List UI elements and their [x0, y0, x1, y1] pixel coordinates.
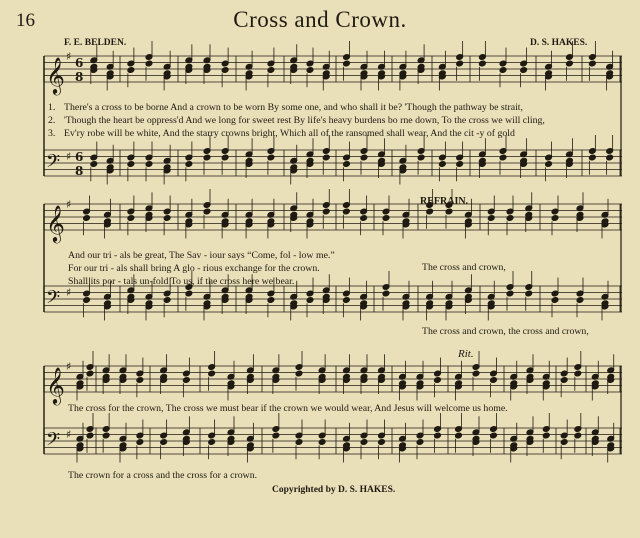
note-head	[560, 439, 568, 446]
verse-number: 3.	[48, 128, 56, 139]
system3-bass-words: The crown for a cross and the cross for a crown.	[68, 470, 258, 481]
note-head	[208, 439, 216, 446]
note-head	[566, 60, 574, 67]
note-head	[525, 290, 533, 297]
note-head	[272, 432, 280, 439]
note-head	[520, 67, 528, 74]
note-head	[360, 215, 368, 222]
note-head	[163, 297, 171, 304]
note-head	[86, 432, 94, 439]
sharp-icon: ♯	[66, 428, 72, 441]
note-head	[382, 215, 390, 222]
note-head	[382, 290, 390, 297]
sharp-icon: ♯	[66, 50, 72, 63]
sharp-icon: ♯	[66, 198, 72, 211]
note-head	[343, 297, 351, 304]
note-head	[551, 297, 559, 304]
note-head	[83, 297, 91, 304]
verse-text: 'Though the heart be oppress'd And we long for sweet rest By life's heavy burdens bo rne down, To the cross we will cling,	[64, 115, 545, 126]
refrain-label: REFRAIN.	[420, 196, 469, 207]
note-head	[426, 208, 434, 215]
time-signature-top: 6	[75, 56, 84, 70]
note-head	[542, 432, 550, 439]
note-head	[160, 439, 168, 446]
composer-credit: D. S. HAKES.	[530, 38, 588, 48]
note-head	[185, 161, 193, 168]
note-head	[343, 208, 351, 215]
treble-clef-icon: 𝄞	[46, 366, 65, 404]
refrain-bass-words: The cross and crown, the cross and crown,	[422, 326, 589, 337]
note-head	[360, 154, 368, 161]
note-head	[136, 439, 144, 446]
note-head	[576, 297, 584, 304]
note-head	[551, 215, 559, 222]
note-head	[499, 67, 507, 74]
note-head	[417, 154, 425, 161]
note-head	[90, 161, 98, 168]
system2-line-1: And our tri - als be great, The Sav - iour says “Come, fol - low me.”	[68, 250, 335, 261]
refrain-words: The cross and crown,	[422, 262, 506, 273]
note-head	[606, 154, 614, 161]
note-head	[185, 290, 193, 297]
note-head	[295, 439, 303, 446]
note-head	[479, 60, 487, 67]
note-head	[163, 215, 171, 222]
note-head	[221, 67, 229, 74]
note-head	[456, 161, 464, 168]
note-head	[145, 161, 153, 168]
note-head	[360, 439, 368, 446]
note-head	[183, 377, 191, 384]
note-head	[506, 290, 514, 297]
bass-clef-icon: 𝄢	[46, 429, 61, 455]
lyricist-credit: F. E. BELDEN.	[64, 38, 127, 48]
note-head	[487, 215, 495, 222]
verse-2	[48, 114, 545, 127]
note-head	[560, 377, 568, 384]
system2-lyrics	[68, 249, 335, 288]
sharp-icon: ♯	[66, 150, 72, 163]
note-head	[434, 432, 442, 439]
note-head	[589, 60, 597, 67]
note-head	[445, 208, 453, 215]
page-number: 16	[16, 10, 35, 31]
note-head	[378, 439, 386, 446]
system2-line-2: For our tri - als shall bring A glo - rious exchange for the crown.	[68, 263, 320, 274]
time-signature-top: 6	[75, 150, 84, 164]
note-head	[416, 439, 424, 446]
verse-1	[48, 101, 545, 114]
note-head	[439, 161, 447, 168]
note-head	[574, 370, 582, 377]
note-head	[589, 154, 597, 161]
verse-3	[48, 127, 545, 140]
note-head	[343, 161, 351, 168]
rit-marking: Rit.	[458, 348, 474, 360]
note-head	[221, 154, 229, 161]
note-head	[306, 297, 314, 304]
time-signature-bottom: 8	[75, 70, 84, 84]
note-head	[472, 370, 480, 377]
note-head	[343, 60, 351, 67]
treble-clef-icon: 𝄞	[46, 204, 65, 242]
verse-lines	[48, 101, 545, 140]
bass-clef-icon: 𝄢	[46, 287, 61, 313]
system3-soprano-words: The cross for the crown, The cross we must bear if the crown we would wear, And Jesus will welcome us home.	[68, 403, 508, 414]
note-head	[455, 432, 463, 439]
sharp-icon: ♯	[66, 286, 72, 299]
verse-number: 2.	[48, 115, 56, 126]
note-head	[86, 370, 94, 377]
note-head	[456, 60, 464, 67]
note-head	[145, 60, 153, 67]
note-head	[322, 154, 330, 161]
note-head	[267, 297, 275, 304]
note-head	[136, 377, 144, 384]
note-head	[574, 432, 582, 439]
treble-clef-icon: 𝄞	[46, 56, 65, 94]
hymn-title: Cross and Crown.	[233, 7, 407, 32]
note-head	[208, 370, 216, 377]
note-head	[499, 154, 507, 161]
bass-clef-icon: 𝄢	[46, 151, 61, 177]
sharp-icon: ♯	[66, 360, 72, 373]
time-signature-bottom: 8	[75, 164, 84, 178]
note-head	[490, 432, 498, 439]
note-head	[127, 215, 135, 222]
note-head	[203, 208, 211, 215]
note-head	[127, 161, 135, 168]
note-head	[506, 215, 514, 222]
note-head	[322, 208, 330, 215]
copyright-notice: Copyrighted by D. S. HAKES.	[272, 485, 396, 495]
note-head	[102, 432, 110, 439]
note-head	[83, 215, 91, 222]
note-head	[267, 154, 275, 161]
note-head	[295, 370, 303, 377]
note-head	[434, 377, 442, 384]
verse-number: 1.	[48, 102, 56, 113]
note-head	[318, 439, 326, 446]
note-head	[203, 154, 211, 161]
note-head	[545, 161, 553, 168]
note-head	[306, 67, 314, 74]
note-head	[127, 67, 135, 74]
verse-text: There's a cross to be borne And a crown to be worn By some one, and who shall it be? 'Though the pathway be strait,	[64, 102, 523, 113]
system2-line-3: Shall its por - tals un-fold To us, if the cross here we bear.	[68, 276, 295, 287]
verse-text: Ev'ry robe will be white, And the starry crowns bright, Which all of the ransomed shall wear, And the cit -y of gold	[64, 128, 515, 139]
note-head	[490, 377, 498, 384]
note-head	[267, 67, 275, 74]
